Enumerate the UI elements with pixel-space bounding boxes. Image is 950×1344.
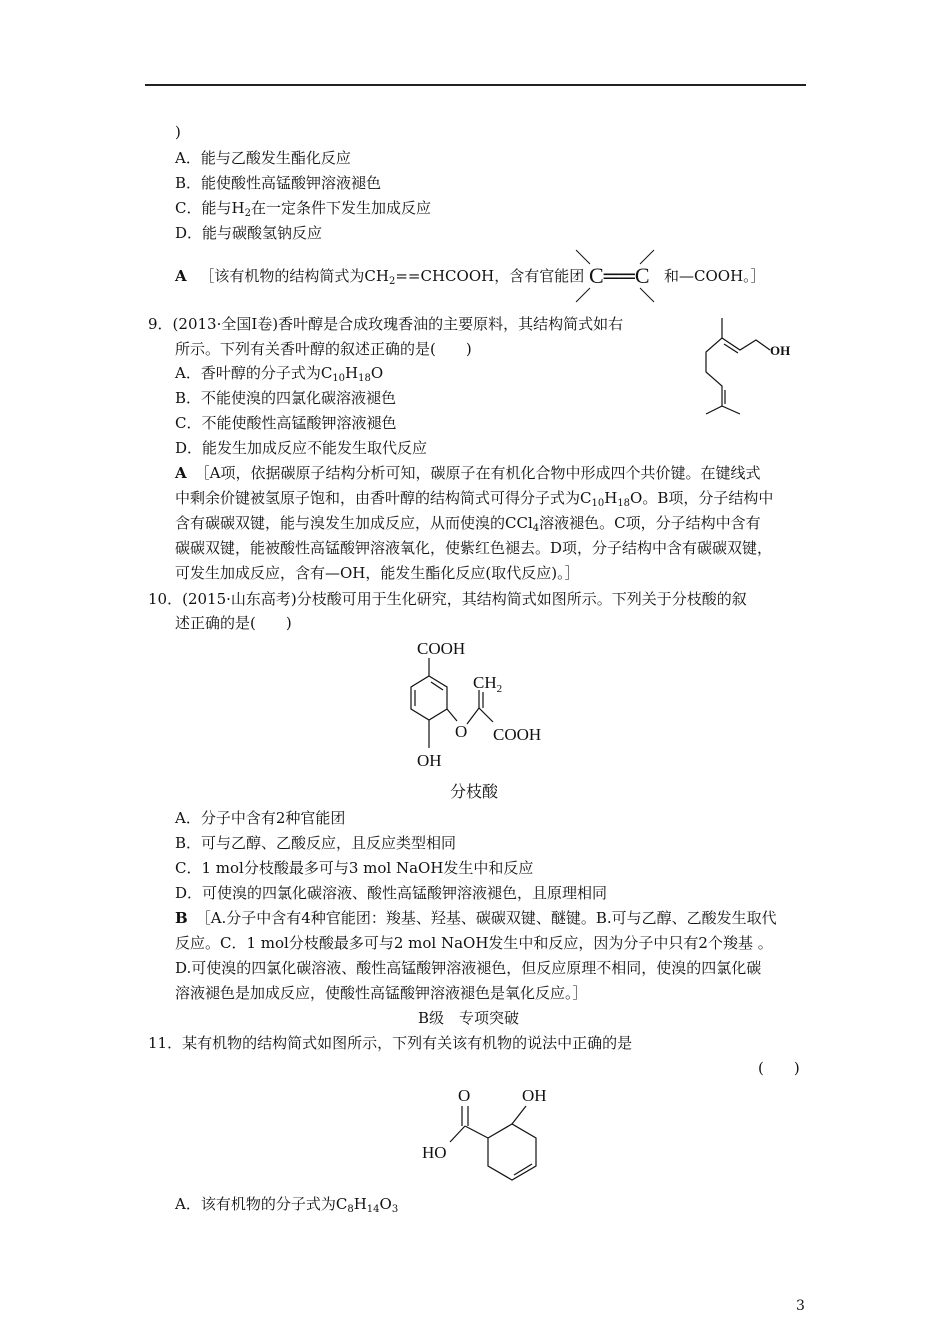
q9-answer-line4: 碳碳双键，能被酸性高锰酸钾溶液氧化，使紫红色褪去。D项，分子结构中含有碳碳双键，: [175, 539, 773, 557]
q9-option-a: A．香叶醇的分子式为$C_{10}H_{18}O$: [175, 364, 384, 384]
q9-stem-line1: 9．(2013·全国Ⅰ卷)香叶醇是合成玫瑰香油的主要原料，其结构简式如右: [148, 315, 624, 333]
chorismic-acid-structure: [395, 636, 560, 772]
q9-answer-line5: 可发生加成反应，含有—OH，能发生酯化反应(取代反应)。］: [175, 564, 580, 582]
q11-answer-paren: ( ): [758, 1059, 800, 1077]
q8-paren-close: ): [175, 123, 181, 141]
q9-option-c: C．不能使酸性高锰酸钾溶液褪色: [175, 414, 397, 432]
q9-option-d: D．能发生加成反应不能发生取代反应: [175, 439, 428, 457]
q11-structure: [418, 1080, 568, 1188]
q11-option-a: A．该有机物的分子式为$C_8H_{14}O_3$: [175, 1195, 399, 1215]
q10-option-c: C．1 mol分枝酸最多可与3 mol NaOH发生中和反应: [175, 859, 534, 877]
q9-answer-line1: A ［A项，依据碳原子结构分析可知，碳原子在有机化合物中形成四个共价键。在键线式: [175, 464, 761, 482]
ether-o-label: O: [455, 722, 468, 741]
geraniol-oh-label: OH: [770, 343, 791, 358]
q8-option-b: B．能使酸性高锰酸钾溶液褪色: [175, 174, 382, 192]
geraniol-structure: [690, 310, 810, 415]
q9-option-b: B．不能使溴的四氯化碳溶液褪色: [175, 389, 397, 407]
cc-label: C══C: [589, 263, 650, 288]
oh-label: OH: [417, 751, 442, 770]
q10-stem-line1: 10．(2015·山东高考)分枝酸可用于生化研究，其结构简式如图所示。下列关于分枝酸的叙: [148, 590, 747, 608]
q10-stem-line2: 述正确的是( ): [175, 614, 292, 632]
page-number: 3: [796, 1298, 805, 1314]
q8-option-c: C．能与$H_2$在一定条件下发生加成反应: [175, 199, 431, 219]
q10-answer-line2: 反应。C．1 mol分枝酸最多可与2 mol NaOH发生中和反应，因为分子中只有2个羧基 。: [175, 934, 773, 952]
q10-answer-line3: D.可使溴的四氯化碳溶液、酸性高锰酸钾溶液褪色，但反应原理不相同，使溴的四氯化碳: [175, 959, 762, 977]
q9-answer-line3: 含有碳碳双键，能与溴发生加成反应，从而使溴的CCl$_4$溶液褪色。C项，分子结构中含有: [175, 514, 761, 534]
carbonyl-o-label: O: [458, 1086, 471, 1105]
ch2-label: $CH_2$: [473, 673, 503, 695]
q8-option-d: D．能与碳酸氢钠反应: [175, 224, 323, 242]
section-heading: B级 专项突破: [418, 1009, 520, 1027]
ho-label: HO: [422, 1143, 447, 1162]
q9-answer-line2: 中剩余价键被氢原子饱和，由香叶醇的结构简式可得分子式为$C_{10}H_{18}O$。B项，分子结构中: [175, 489, 774, 509]
hydroxyl-oh-label: OH: [522, 1086, 547, 1105]
cc-double-bond-diagram: [570, 244, 660, 306]
q8-answer: A ［该有机物的结构简式为$CH_2==CHCOOH$，含有官能团: [175, 267, 585, 287]
cooh-right-label: COOH: [493, 725, 542, 744]
q10-option-d: D．可使溴的四氯化碳溶液、酸性高锰酸钾溶液褪色，且原理相同: [175, 884, 608, 902]
q10-caption: 分枝酸: [450, 782, 499, 801]
q9-stem-line2: 所示。下列有关香叶醇的叙述正确的是( ): [175, 340, 472, 358]
q10-answer-line4: 溶液褪色是加成反应，使酸性高锰酸钾溶液褪色是氧化反应。］: [175, 984, 588, 1002]
header-rule: [145, 84, 806, 86]
q10-option-b: B．可与乙醇、乙酸反应，且反应类型相同: [175, 834, 457, 852]
q10-option-a: A．分子中含有2种官能团: [175, 809, 346, 827]
q8-option-a: A．能与乙酸发生酯化反应: [175, 149, 351, 167]
q8-answer-tail: 和—COOH。］: [664, 267, 766, 285]
q10-answer-line1: B ［A.分子中含有4种官能团：羧基、羟基、碳碳双键、醚键。B.可与乙醇、乙酸发生取代: [175, 909, 777, 927]
cooh-top-label: COOH: [417, 639, 466, 658]
q11-stem: 11．某有机物的结构简式如图所示，下列有关该有机物的说法中正确的是: [148, 1034, 633, 1052]
